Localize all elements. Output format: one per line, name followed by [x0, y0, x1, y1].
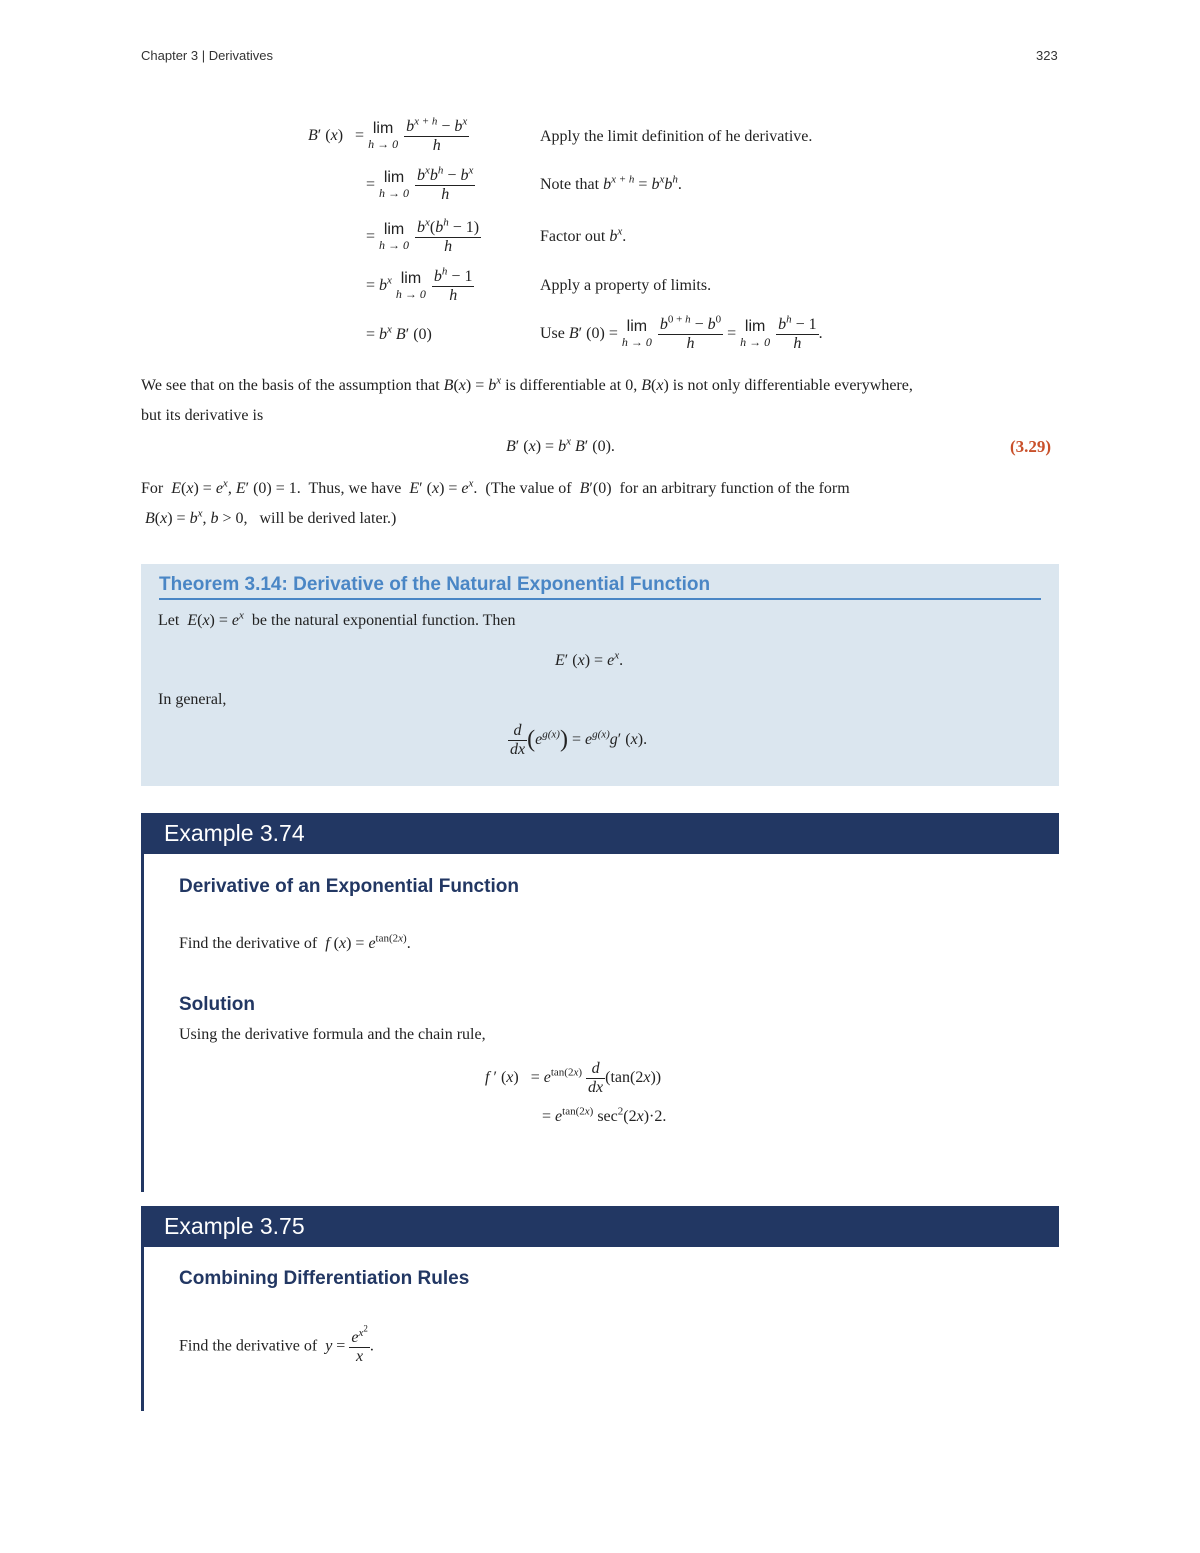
theorem-in-general: In general, — [158, 691, 227, 708]
theorem-general-equation: $\frac{d}{dx}$ $(e^{g(x)}) = e^{g(x)}g'$ (x). — [510, 722, 648, 758]
solution-equation-2: = $e^{tan(2x)}$ $\sec^2(2x)\cdot 2$. — [542, 1105, 667, 1125]
derivation-note-4: Apply a property of limits. — [540, 277, 712, 294]
derivation-lhs: B′ (x) = lim h → 0 $\frac{b^{x + h} - b^x}{h}$ — [308, 115, 468, 154]
theorem-let-tail: be the natural exponential function. Then — [251, 612, 516, 629]
solution-equation-1: f ′ $(x) = e^{tan(2x)}$ $\frac{d}{dx}$ (tan(2x)) — [485, 1060, 662, 1096]
example-3-75-problem-text: Find the derivative of — [179, 1337, 318, 1355]
theorem-equation: E′ $(x) = e^x$. — [555, 649, 624, 669]
example-3-75-header: Example 3.75 — [141, 1206, 1059, 1247]
paragraph-2-part5: will be derived later.) — [259, 510, 397, 527]
paragraph-1-part2: is differentiable at — [505, 377, 622, 394]
derivation-note-3: Factor out $b^x$. — [540, 225, 627, 245]
page-number: 323 — [1036, 48, 1058, 63]
derivation-note-3-text: Factor out — [540, 228, 606, 245]
equation-number: (3.29) — [1010, 437, 1052, 456]
derivation-note-5: Use B′ (0) = lim h → 0 $\frac{b^{0 + h} - b^0}{h}$ = lim h → 0 $\frac{b^h - 1}{h}$ . — [540, 313, 823, 352]
theorem-title: Theorem 3.14: Derivative of the Natural Exponential Function — [159, 574, 1041, 600]
example-3-75-problem: Find the derivative of y = $\frac{e^{x^2}}{x}$ . — [179, 1323, 374, 1365]
derivation-step-4: = $b^x$ lim h → 0 $\frac{b^h - 1}{h}$ — [366, 265, 473, 304]
example-3-74-title: Derivative of an Exponential Function — [179, 876, 519, 897]
paragraph-2-part4: for an arbitrary function of the form — [619, 480, 850, 497]
paragraph-2: For $E(x) = e^x$, E′ (0) = 1. Thus, we have E′ $(x) = e^x$. (The value of B′(0) for an arbitrary function of the form $B(x) = b^x$, b > 0, will be derived later.) — [141, 477, 850, 527]
paragraph-1: We see that on the basis of the assumption that $B(x) = b^x$ is differentiable at 0, B(x) is not only differentiable everywhere, but its derivative is — [141, 374, 913, 424]
derivation-step-2: = lim h → 0 $\frac{b^xb^h - b^x}{h}$ — [366, 164, 474, 203]
example-3-74-rule — [141, 854, 144, 1192]
example-3-74-problem-text: Find the derivative of — [179, 935, 318, 952]
derivation-note-2: Note that $b^{x + h} = b^xb^h$. — [540, 173, 682, 193]
example-3-75-title: Combining Differentiation Rules — [179, 1268, 470, 1289]
derivation-note-1: Apply the limit definition of he derivative. — [540, 128, 813, 145]
example-3-74-header: Example 3.74 — [141, 813, 1059, 854]
paragraph-2-part2: Thus, we have — [308, 480, 402, 497]
theorem-box — [141, 564, 1059, 786]
derivation-note-2-text: Note that — [540, 176, 600, 193]
example-3-75-rule — [141, 1247, 144, 1411]
derivation-step-5: = $b^x$ B′ (0) — [366, 323, 432, 343]
paragraph-1-part4: but its derivative is — [141, 407, 264, 424]
paragraph-1-part1: We see that on the basis of the assumption that — [141, 377, 440, 394]
paragraph-1-part3: is not only differentiable everywhere, — [672, 377, 913, 394]
equation-3-29: B′ $(x) = b^x$ B′ (0). — [506, 435, 615, 455]
chapter-header: Chapter 3 | Derivatives — [141, 48, 273, 63]
paragraph-2-part3: (The value of — [485, 480, 572, 497]
solution-heading: Solution — [179, 994, 255, 1015]
theorem-statement: Let $E(x) = e^x$ be the natural exponential function. Then — [158, 609, 516, 629]
example-3-74-problem: Find the derivative of f $(x) = e^{tan(2x)}$. — [179, 932, 411, 952]
theorem-let: Let — [158, 612, 180, 629]
solution-text: Using the derivative formula and the chain rule, — [179, 1026, 486, 1043]
paragraph-2-part1: For — [141, 480, 164, 497]
derivation-note-5-text: Use — [540, 324, 565, 342]
derivation-step-3: = lim h → 0 $\frac{b^x(b^h - 1)}{h}$ — [366, 216, 480, 255]
